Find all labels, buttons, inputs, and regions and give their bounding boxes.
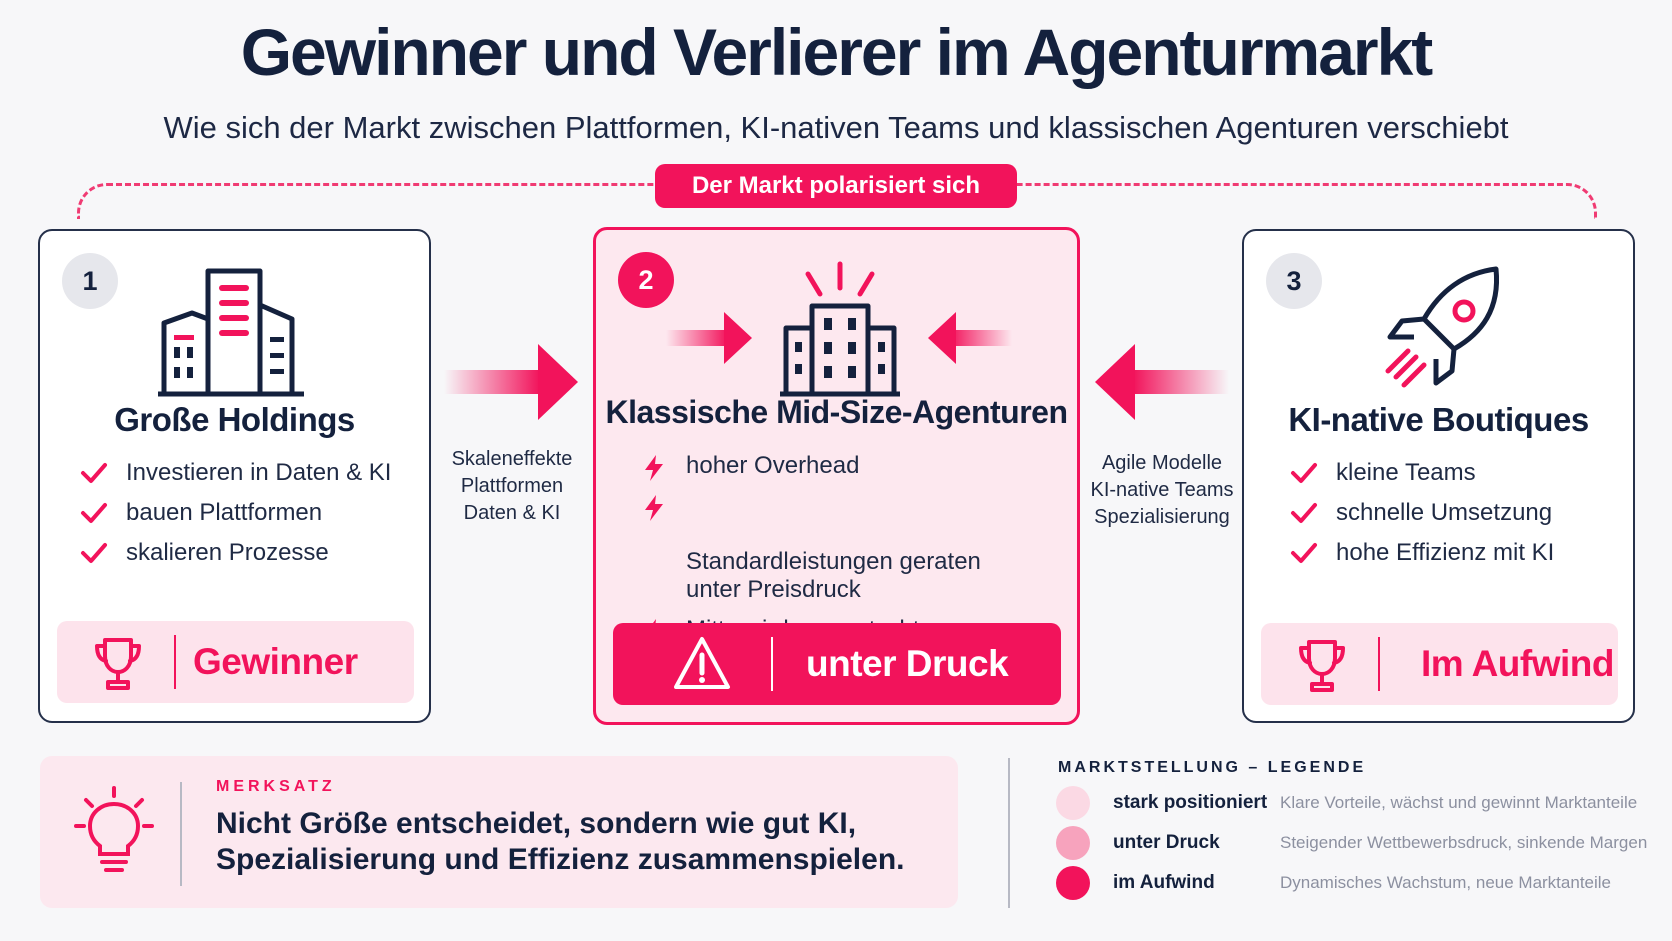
- card-title: KI-native Boutiques: [1288, 401, 1589, 438]
- warning-icon: [673, 635, 731, 693]
- legend-label: im Aufwind: [1113, 872, 1215, 893]
- list-item: Investieren in Daten & KI: [80, 457, 391, 497]
- takeaway-divider: [180, 782, 182, 886]
- legend-heading: MARKTSTELLUNG – LEGENDE: [1058, 759, 1367, 776]
- status-label: Gewinner: [193, 641, 358, 682]
- market-banner: Der Markt polarisiert sich: [655, 164, 1017, 208]
- arrow-right-icon: [444, 342, 580, 422]
- status-divider: [771, 637, 773, 691]
- card-large-holdings: [38, 229, 431, 723]
- check-icon: [80, 459, 108, 487]
- flow-label-right: Agile Modelle KI-native Teams Spezialisierung: [1090, 452, 1234, 528]
- legend-divider: [1008, 758, 1010, 908]
- list-item: kleine Teams: [1290, 457, 1554, 497]
- status-divider: [174, 635, 176, 689]
- legend-description: Dynamisches Wachstum, neue Marktanteile: [1280, 873, 1612, 892]
- buildings-icon: [158, 263, 314, 397]
- check-icon: [80, 499, 108, 527]
- legend-item: [1056, 826, 1656, 860]
- takeaway-text: Nicht Größe entscheidet, sondern wie gut KI, Spezialisierung und Effizienz zusammenspielen.: [216, 807, 905, 876]
- feature-list: [1290, 457, 1554, 577]
- legend-item: [1056, 866, 1656, 900]
- rocket-icon: [1378, 265, 1508, 395]
- legend-label: unter Druck: [1113, 832, 1220, 853]
- check-icon: [1290, 459, 1318, 487]
- takeaway-heading: MERKSATZ: [216, 778, 336, 795]
- legend-swatch: [1056, 866, 1090, 900]
- list-item: bauen Plattformen: [80, 497, 391, 537]
- list-item: hoher Overhead: [640, 452, 981, 480]
- status-label: unter Druck: [806, 643, 1009, 684]
- status-badge: [57, 621, 414, 703]
- card-title: Klassische Mid-Size-Agenturen: [605, 394, 1068, 430]
- check-icon: [1290, 539, 1318, 567]
- card-mid-size-agencies: [593, 227, 1080, 725]
- status-badge: [1261, 623, 1618, 705]
- lightning-icon: [640, 494, 668, 522]
- card-ai-native-boutiques: [1242, 229, 1635, 723]
- card-title: Große Holdings: [114, 401, 355, 438]
- arrow-left-icon: [1093, 342, 1229, 422]
- legend-item: [1056, 786, 1656, 820]
- list-item: skalieren Prozesse: [80, 537, 391, 577]
- page-title: Gewinner und Verlierer im Agenturmarkt: [240, 15, 1432, 89]
- check-icon: [1290, 499, 1318, 527]
- legend-swatch: [1056, 826, 1090, 860]
- trophy-icon: [1293, 636, 1351, 694]
- card-number: 3: [1266, 253, 1322, 309]
- feature-list: [80, 457, 391, 577]
- legend-description: Steigender Wettbewerbsdruck, sinkende Margen: [1280, 833, 1648, 852]
- list-item: Standardleistungen geraten unter Preisdruck: [640, 492, 981, 604]
- page-subtitle: Wie sich der Markt zwischen Plattformen, KI-nativen Teams und klassischen Agenturen verschiebt: [163, 110, 1509, 145]
- legend-description: Klare Vorteile, wächst und gewinnt Marktanteile: [1280, 793, 1638, 812]
- flow-label-left: Skaleneffekte Plattformen Daten & KI: [451, 448, 573, 524]
- legend-swatch: [1056, 786, 1090, 820]
- legend-label: stark positioniert: [1113, 792, 1268, 813]
- status-label: Im Aufwind: [1421, 643, 1614, 684]
- lightning-icon: [640, 454, 668, 482]
- trophy-icon: [89, 634, 147, 692]
- office-building-pressure-icon: [666, 260, 1016, 400]
- key-takeaway-box: [40, 756, 958, 908]
- status-divider: [1378, 637, 1380, 691]
- lightbulb-icon: [74, 786, 154, 876]
- status-badge: [613, 623, 1061, 705]
- card-number: 1: [62, 253, 118, 309]
- list-item: schnelle Umsetzung: [1290, 497, 1554, 537]
- check-icon: [80, 539, 108, 567]
- list-item: hohe Effizienz mit KI: [1290, 537, 1554, 577]
- card-number: 2: [618, 252, 674, 308]
